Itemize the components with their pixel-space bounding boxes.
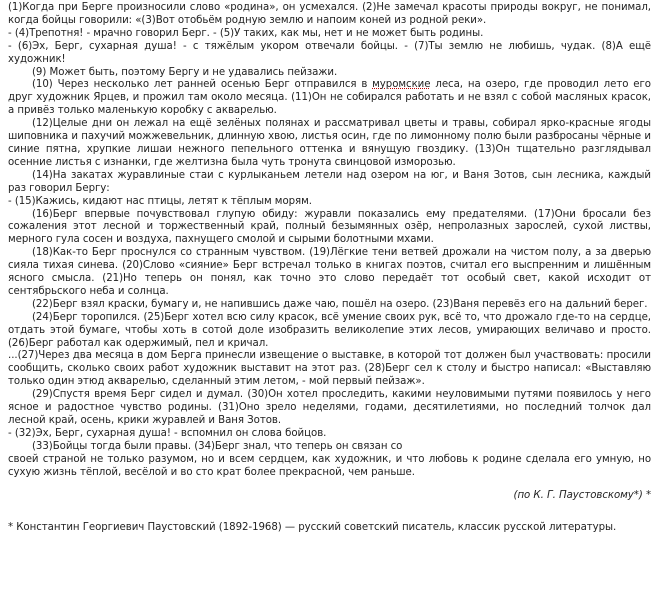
paragraph-10: (18)Как-то Берг проснулся со странным чувством. (19)Лёгкие тени ветвей дрожали на чистом полу, а за дверью сияла тихая синева. (20)Слово «сияние» Берг встречал только в книгах поэтов, считал его выспренним и лишённым ясного смысла. (21)Но теперь он понял, как точно это слово передаёт тот особый свет, какой исходит от сентябрьского неба и солнца. bbox=[8, 247, 651, 297]
paragraph-2: - (4)Трепотня! - мрачно говорил Берг. - (5)У таких, как мы, нет и не может быть родины. bbox=[8, 27, 484, 39]
paragraph-5-end: леса, на озеро, где проводил лето его друг художник Ярцев, и прожил там около месяца. (11)Он не собирался работать и не взял с собой масляных красок, а привёз только маленькую коробку с акварелью. bbox=[8, 79, 651, 117]
paragraph-11: (22)Берг взял краски, бумагу и, не напившись даже чаю, пошёл на озеро. (23)Ваня перевёз его на дальний берег. bbox=[32, 298, 648, 310]
paragraph-15: - (32)Эх, Берг, сухарная душа! - вспомнил он слова бойцов. bbox=[8, 427, 327, 439]
spellcheck-underlined-word: муромские bbox=[372, 79, 431, 91]
paragraph-14: (29)Спустя время Берг сидел и думал. (30)Он хотел проследить, какими неуловимыми путями появилось у него ясное и радостное чувство родины. (31)Оно зрело неделями, годами, десятилетиями, но последний толчок дал лесной край, осень, крики журавлей и Ваня Зотов. bbox=[8, 389, 651, 426]
paragraph-6: (12)Целые дни он лежал на ещё зелёных полянах и рассматривал цветы и травы, собирал ярко-красные ягоды шиповника и пахучий можжевельник, длинную хвою, листья осин, где по лимонному полю были разбросаны чёрные и синие пятна, хрупкие лишаи нежного пепельного оттенка и вянущую гвоздику. (13)Он тщательно разглядывал осенние листья с изнанки, где желтизна была чуть тронута свинцовой изморозью. bbox=[8, 118, 651, 168]
paragraph-1: (1)Когда при Берге произносили слово «родина», он усмехался. (2)Не замечал красоты природы вокруг, не понимал, когда бойцы говорили: «(3)Вот отобьём родную землю и напоим коней из родной реки». bbox=[8, 2, 651, 26]
paragraph-8: - (15)Кажись, кидают нас птицы, летят к тёплым морям. bbox=[8, 195, 312, 207]
paragraph-16: своей страной не только разумом, но и всем сердцем, как художник, и что любовь к родине сделала его умную, но сухую жизнь тёплой, весёлой и во сто крат более прекрасной, чем раньше. bbox=[8, 453, 651, 478]
paragraph-13: ...(27)Через два месяца в дом Берга принесли извещение о выставке, в которой тот должен был участвовать: просили сообщить, сколько своих работ художник выставит на этот раз. (28)Берг сел к столу и быстро написал: «Выставляю только один этюд акварелью, сделанный этим летом, - мой первый пейзаж». bbox=[8, 350, 651, 388]
footnote: * Константин Георгиевич Паустовский (1892-1968) — русский советский писатель, классик русской литературы. bbox=[8, 522, 617, 534]
source-attribution: (по К. Г. Паустовскому*) * bbox=[513, 489, 651, 501]
paragraph-5-start: (10) Через несколько лет ранней осенью Берг отправился в bbox=[32, 79, 373, 91]
paragraph-7: (14)На закатах журавлиные стаи с курлыканьем летели над озером на юг, и Ваня Зотов, сын лесника, каждый раз говорил Бергу: bbox=[8, 169, 651, 194]
paragraph-4: (9) Может быть, поэтому Бергу и не удавались пейзажи. bbox=[32, 66, 338, 78]
paragraph-9: (16)Берг впервые почувствовал глупую обиду: журавли показались ему предателями. (17)Они бросали без сожаления этот лесной и торжественный край, полный безымянных озёр, непролазных зарослей, сухой листвы, мерного гула сосен и воздуха, пахнущего смолой и сырыми болотными мхами. bbox=[8, 208, 651, 246]
paragraph-12: (24)Берг торопился. (25)Берг хотел всю силу красок, всё умение своих рук, всё то, что дрожало где-то на сердце, отдать этой бумаге, чтобы хоть в сотой доле изобразить великолепие этих лесов, умирающих величаво и просто. (26)Берг работал как одержимый, пел и кричал. bbox=[8, 311, 651, 349]
paragraph-16-first-line: (33)Бойцы тогда были правы. (34)Берг знал, что теперь он связан со bbox=[32, 440, 403, 452]
paragraph-5 bbox=[8, 79, 651, 118]
paragraph-3: - (6)Эх, Берг, сухарная душа! - с тяжёлым укором отвечали бойцы. - (7)Ты землю не любишь, чудак. (8)А ещё художник! bbox=[8, 40, 651, 65]
